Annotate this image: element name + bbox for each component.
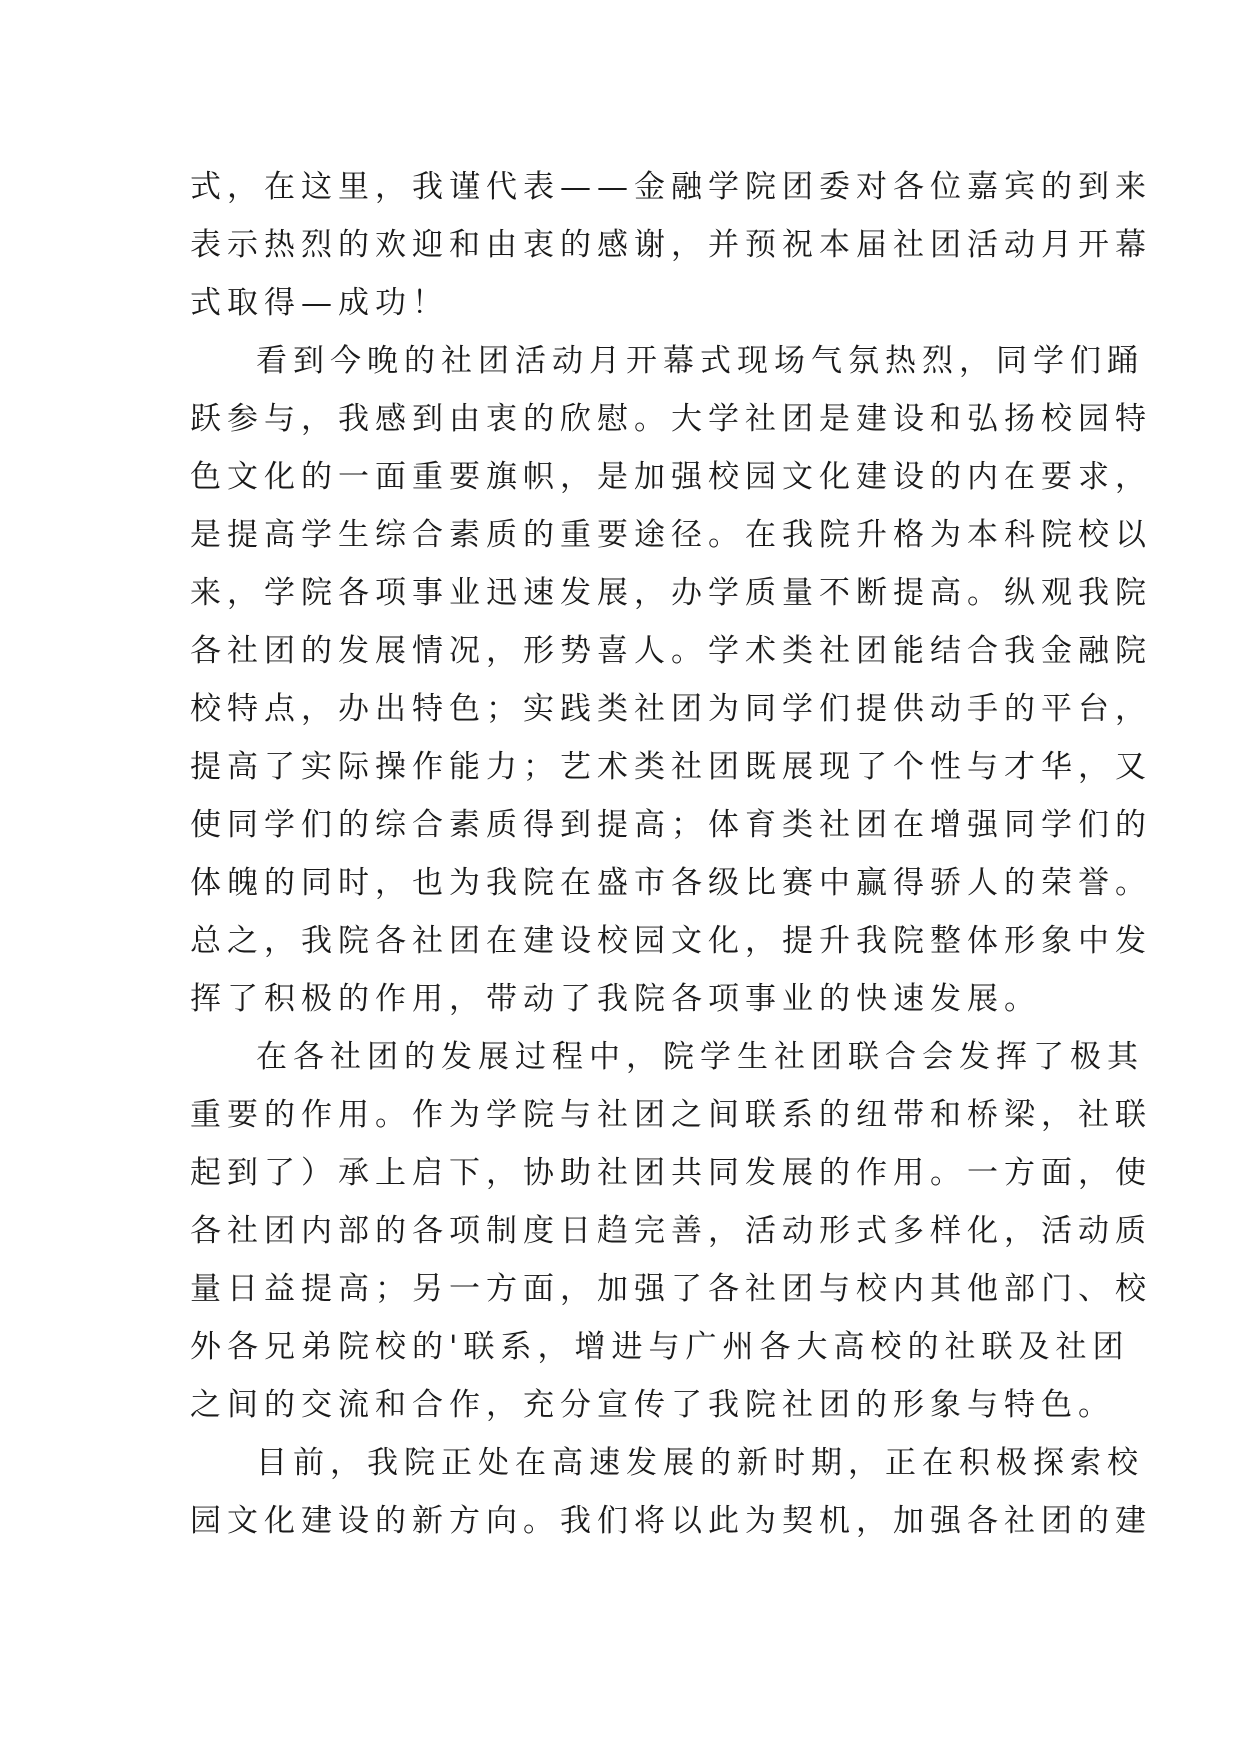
text-line: 表示热烈的欢迎和由衷的感谢，并预祝本届社团活动月开幕 <box>190 227 1152 263</box>
text-line: 来，学院各项事业迅速发展，办学质量不断提高。纵观我院 <box>190 575 1152 611</box>
text-line: 校特点，办出特色；实践类社团为同学们提供动手的平台， <box>190 691 1152 727</box>
paragraph <box>190 158 1152 332</box>
paragraph <box>190 1028 1152 1434</box>
text-line: 挥了积极的作用，带动了我院各项事业的快速发展。 <box>190 981 1041 1017</box>
document-body <box>190 158 1152 1550</box>
text-line: 体魄的同时，也为我院在盛市各级比赛中赢得骄人的荣誉。 <box>190 865 1152 901</box>
paragraph <box>190 332 1152 1028</box>
text-line: 起到了）承上启下，协助社团共同发展的作用。一方面，使 <box>190 1155 1152 1191</box>
text-line: 量日益提高；另一方面，加强了各社团与校内其他部门、校 <box>190 1271 1152 1307</box>
text-line: 式取得—成功！ <box>190 285 449 321</box>
text-line: 之间的交流和合作，充分宣传了我院社团的形象与特色。 <box>190 1387 1115 1423</box>
text-line: 目前，我院正处在高速发展的新时期，正在积极探索校 <box>256 1445 1144 1481</box>
text-line: 跃参与，我感到由衷的欣慰。大学社团是建设和弘扬校园特 <box>190 401 1152 437</box>
text-line: 总之，我院各社团在建设校园文化，提升我院整体形象中发 <box>190 923 1152 959</box>
text-line: 使同学们的综合素质得到提高；体育类社团在增强同学们的 <box>190 807 1152 843</box>
text-line: 在各社团的发展过程中，院学生社团联合会发挥了极其 <box>256 1039 1144 1075</box>
text-line: 提高了实际操作能力；艺术类社团既展现了个性与才华，又 <box>190 749 1152 785</box>
paragraph <box>190 1434 1152 1550</box>
text-line: 各社团内部的各项制度日趋完善，活动形式多样化，活动质 <box>190 1213 1152 1249</box>
text-line: 园文化建设的新方向。我们将以此为契机，加强各社团的建 <box>190 1503 1152 1539</box>
text-line: 看到今晚的社团活动月开幕式现场气氛热烈，同学们踊 <box>256 343 1144 379</box>
text-line: 各社团的发展情况，形势喜人。学术类社团能结合我金融院 <box>190 633 1152 669</box>
text-line: 色文化的一面重要旗帜，是加强校园文化建设的内在要求， <box>190 459 1152 495</box>
text-line: 式，在这里，我谨代表——金融学院团委对各位嘉宾的到来 <box>190 169 1152 205</box>
text-line: 外各兄弟院校的'联系，增进与广州各大高校的社联及社团 <box>190 1329 1130 1365</box>
text-line: 是提高学生综合素质的重要途径。在我院升格为本科院校以 <box>190 517 1152 553</box>
text-line: 重要的作用。作为学院与社团之间联系的纽带和桥梁，社联 <box>190 1097 1152 1133</box>
